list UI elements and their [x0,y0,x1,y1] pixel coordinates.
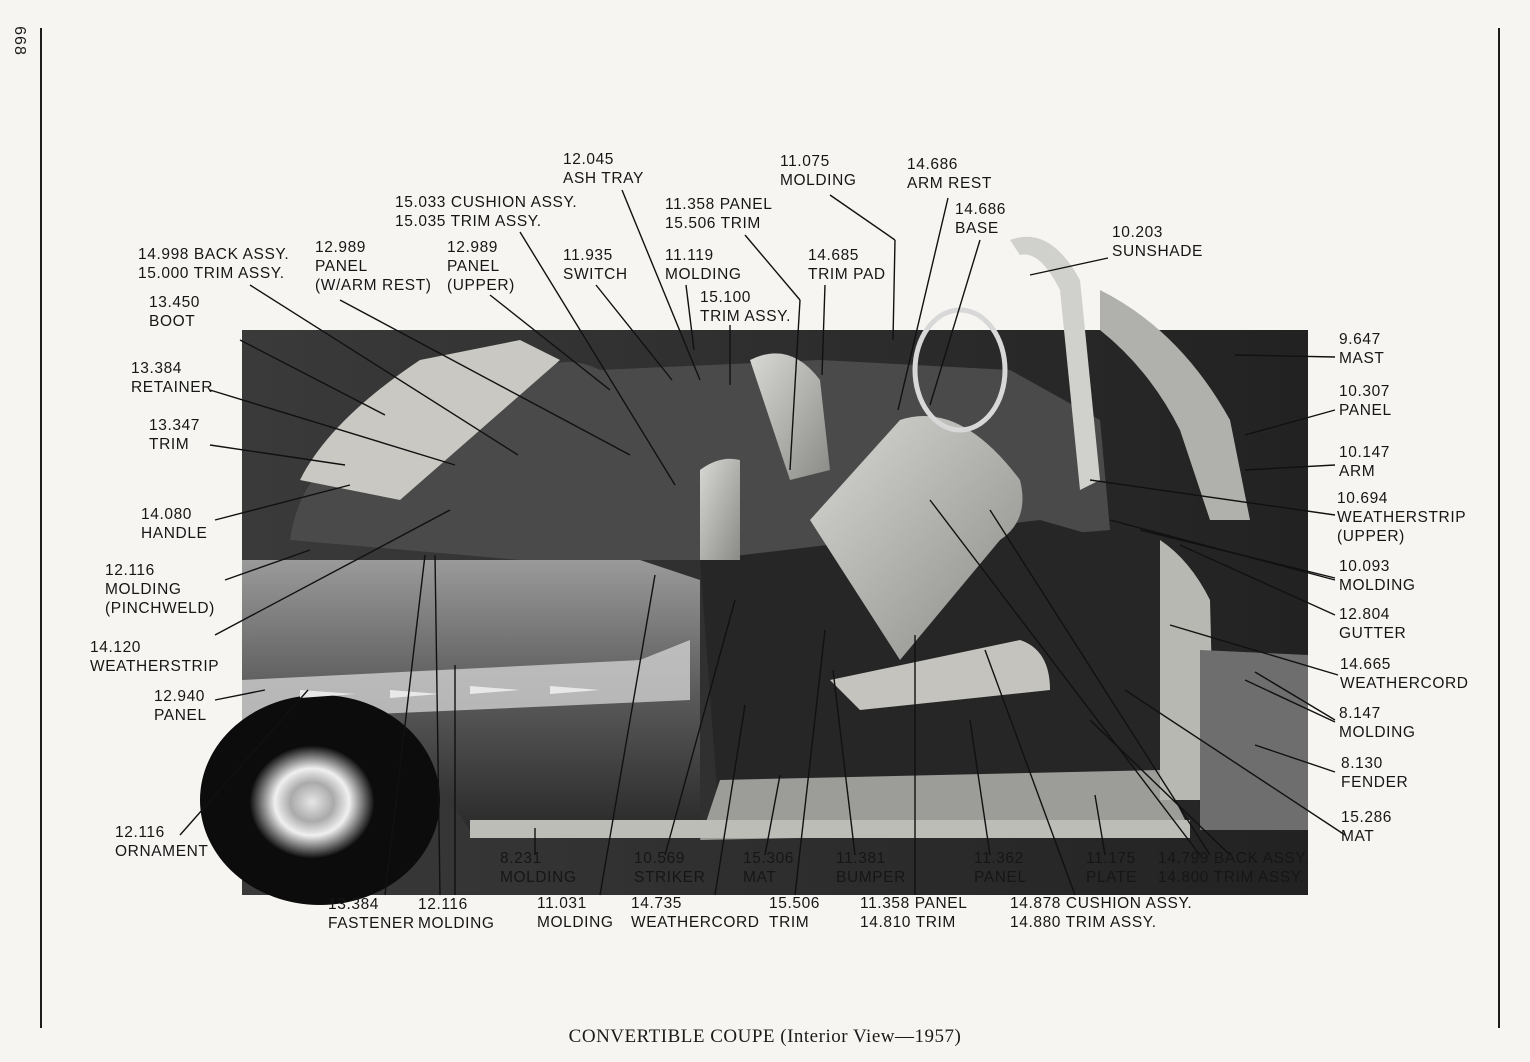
label-molding-pinchweld: 12.116 MOLDING (PINCHWELD) [105,562,215,617]
label-retainer: 13.384 RETAINER [131,360,214,396]
label-cushion-assy-bottom: 14.878 CUSHION ASSY. 14.880 TRIM ASSY. [1010,895,1193,931]
label-mat-15306: 15.306 MAT [743,850,795,886]
label-handle: 14.080 HANDLE [141,506,208,542]
label-molding-8147: 8.147 MOLDING [1339,705,1416,741]
label-arm-rest: 14.686 ARM REST [907,156,992,192]
label-panel-11362: 11.362 PANEL [974,850,1027,886]
label-molding-11075: 11.075 MOLDING [780,153,857,189]
label-ash-tray: 12.045 ASH TRAY [563,151,644,187]
label-panel-arm-rest: 12.989 PANEL (W/ARM REST) [315,239,432,294]
label-plate: 11.175 PLATE [1086,850,1137,886]
label-panel-10307: 10.307 PANEL [1339,383,1392,419]
label-arm-10147: 10.147 ARM [1339,444,1391,480]
figure-caption: CONVERTIBLE COUPE (Interior View—1957) [568,1026,962,1047]
label-boot: 13.450 BOOT [149,294,201,330]
label-molding-11119: 11.119 MOLDING [665,247,742,283]
label-back-assy-bottom: 14.799 BACK ASSY. 14.800 TRIM ASSY. [1158,850,1310,886]
label-panel-trim-bottom: 11.358 PANEL 14.810 TRIM [860,895,968,931]
label-bumper: 11.381 BUMPER [836,850,906,886]
label-weathercord-14665: 14.665 WEATHERCORD [1340,656,1469,692]
label-ornament: 12.116 ORNAMENT [115,824,209,860]
label-molding-10093: 10.093 MOLDING [1339,558,1416,594]
label-striker: 10.569 STRIKER [634,850,706,886]
label-molding-11031: 11.031 MOLDING [537,895,614,931]
label-panel-12940: 12.940 PANEL [154,688,207,724]
label-fender: 8.130 FENDER [1341,755,1409,791]
label-weathercord-14735: 14.735 WEATHERCORD [631,895,760,931]
label-weatherstrip-upper: 10.694 WEATHERSTRIP (UPPER) [1337,490,1467,545]
label-back-assy-top: 14.998 BACK ASSY. 15.000 TRIM ASSY. [138,246,290,282]
label-panel-upper: 12.989 PANEL (UPPER) [447,239,515,294]
label-trim-assy-15100: 15.100 TRIM ASSY. [700,289,791,325]
label-weatherstrip-14120: 14.120 WEATHERSTRIP [90,639,220,675]
label-mast: 9.647 MAST [1339,331,1385,367]
label-switch: 11.935 SWITCH [563,247,628,283]
label-trim-15506: 15.506 TRIM [769,895,821,931]
label-gutter: 12.804 GUTTER [1339,606,1407,642]
label-molding-12116-bottom: 12.116 MOLDING [418,896,495,932]
label-trim-pad: 14.685 TRIM PAD [808,247,886,283]
label-sunshade: 10.203 SUNSHADE [1112,224,1203,260]
label-mat-15286: 15.286 MAT [1341,809,1393,845]
label-base: 14.686 BASE [955,201,1007,237]
label-panel-trim-top: 11.358 PANEL 15.506 TRIM [665,196,773,232]
label-trim-13347: 13.347 TRIM [149,417,201,453]
page-number: 668 [10,26,28,56]
label-molding-8231: 8.231 MOLDING [500,850,577,886]
label-cushion-assy-top: 15.033 CUSHION ASSY. 15.035 TRIM ASSY. [395,194,578,230]
label-fastener: 13.384 FASTENER [328,896,415,932]
